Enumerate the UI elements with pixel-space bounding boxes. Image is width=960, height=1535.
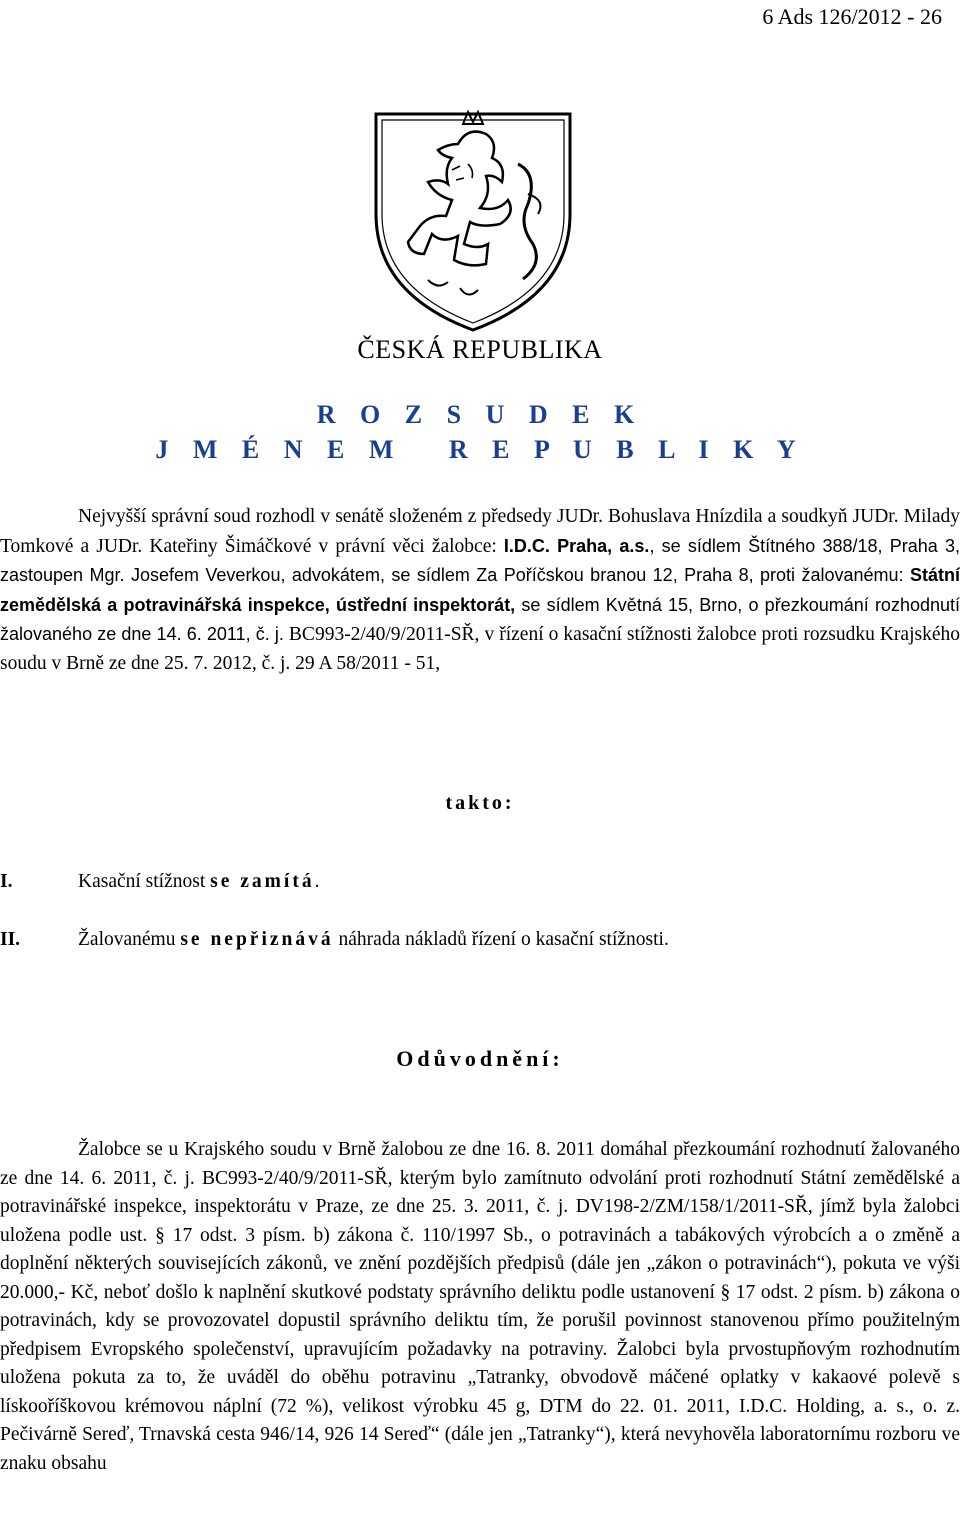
judgment-title: R O Z S U D E K xyxy=(316,400,644,429)
verdict-number: I. xyxy=(0,871,13,892)
intro-text-5: BC993-2/40/9/2011-SŘ, v řízení o kasační stížnosti žalobce proti rozsudku Krajského soudu v Brně ze dne 25. 7. 2012, č. j. 29 A 58/2011 - 51, xyxy=(0,624,960,674)
coat-of-arms-icon xyxy=(368,104,578,334)
intro-text-1: Nejvyšší správní soud rozhodl v senátě složeném z předsedy JUDr. Bohuslava Hnízdila a soudkyň JUDr. Milady Tomkové a JUDr. Kateřiny Šimáčkové v právní věci žalobce: xyxy=(0,506,960,557)
verdict-text-end: . xyxy=(314,871,320,892)
takto-heading: takto: xyxy=(445,792,515,814)
plaintiff-name: I.D.C. Praha, a.s. xyxy=(503,535,650,556)
intro-text-2: , se sídlem Štítného 388/18, Praha 3, zastoupen Mgr. Josefem Veverkou, advokátem, se sídlem Za Poříčskou branou 12, Praha 8, proti žalovanému: xyxy=(0,535,960,585)
verdict-emphasis: se nepřiznává xyxy=(180,929,334,950)
verdict-text-end: náhrada nákladů řízení o kasační stížnosti. xyxy=(333,929,669,950)
verdict-emphasis: se zamítá xyxy=(210,871,315,892)
reasons-paragraph xyxy=(0,1136,960,1478)
reasons-heading: Odůvodnění: xyxy=(396,1046,564,1071)
defendant-name: Státní zemědělská a potravinářská inspekce, ústřední inspektorát, xyxy=(0,565,960,615)
case-number: 6 Ads 126/2012 - 26 xyxy=(762,4,942,29)
intro-paragraph xyxy=(0,503,960,678)
reasons-text: Žalobce se u Krajského soudu v Brně žalobou ze dne 16. 8. 2011 domáhal přezkoumání rozhodnutí žalovaného ze dne 14. 6. 2011, č. j. BC993-2/40/9/2011-SŘ, kterým bylo zamítnuto odvolání proti rozhodnutí Státní zemědělské a potravinářské inspekce, inspektorátu v Praze, ze dne 25. 3. 2011, č. j. DV198-2/ZM/158/1/2011-SŘ, jímž byla žalobci uložena podle ust. § 17 odst. 3 písm. b) zákona č. 110/1997 Sb., o potravinách a tabákových výrobcích a o změně a doplnění některých souvisejících zákonů, ve znění pozdějších předpisů (dále jen „zákon o potravinách“), pokuta ve výši 20.000,- Kč, neboť došlo k naplnění skutkové podstaty správního deliktu podle ustanovení § 17 odst. 2 písm. b) zákona o potravinách, kdy se provozovatel dopustil správního deliktu tím, že porušil povinnost stanovenou přímo použitelným předpisem Evropského společenství, upravujícím požadavky na potraviny. Žalobci byla prvostupňovým rozhodnutím uložena pokuta za to, že uváděl do oběhu potravinu „Tatranky, obvodově máčené oplatky v kakaové polevě s lískooříškovou krémovou náplní (72 %), velikost výrobku 45 g, DTM do 22. 01. 2011, I.D.C. Holding, a. s., o. z. Pečivárně Sereď, Trnavská cesta 946/14, 926 14 Sereď“ (dále jen „Tatranky“), která nevyhověla laboratornímu rozboru ve znaku obsahu xyxy=(0,1139,960,1474)
intro-text-3: se sídlem Květná 15, Brno, o přezkoumání xyxy=(515,594,875,615)
verdict-text: Žalovanému xyxy=(78,929,181,950)
verdict-number: II. xyxy=(0,929,21,950)
verdict-text: Kasační stížnost xyxy=(78,871,211,892)
judgment-subtitle: J M É N E M R E P U B L I K Y xyxy=(155,435,805,464)
republic-heading: ČESKÁ REPUBLIKA xyxy=(357,335,603,364)
intro-text-4: rozhodnutí žalovaného ze dne 14. 6. 2011, č. j. xyxy=(0,594,960,644)
